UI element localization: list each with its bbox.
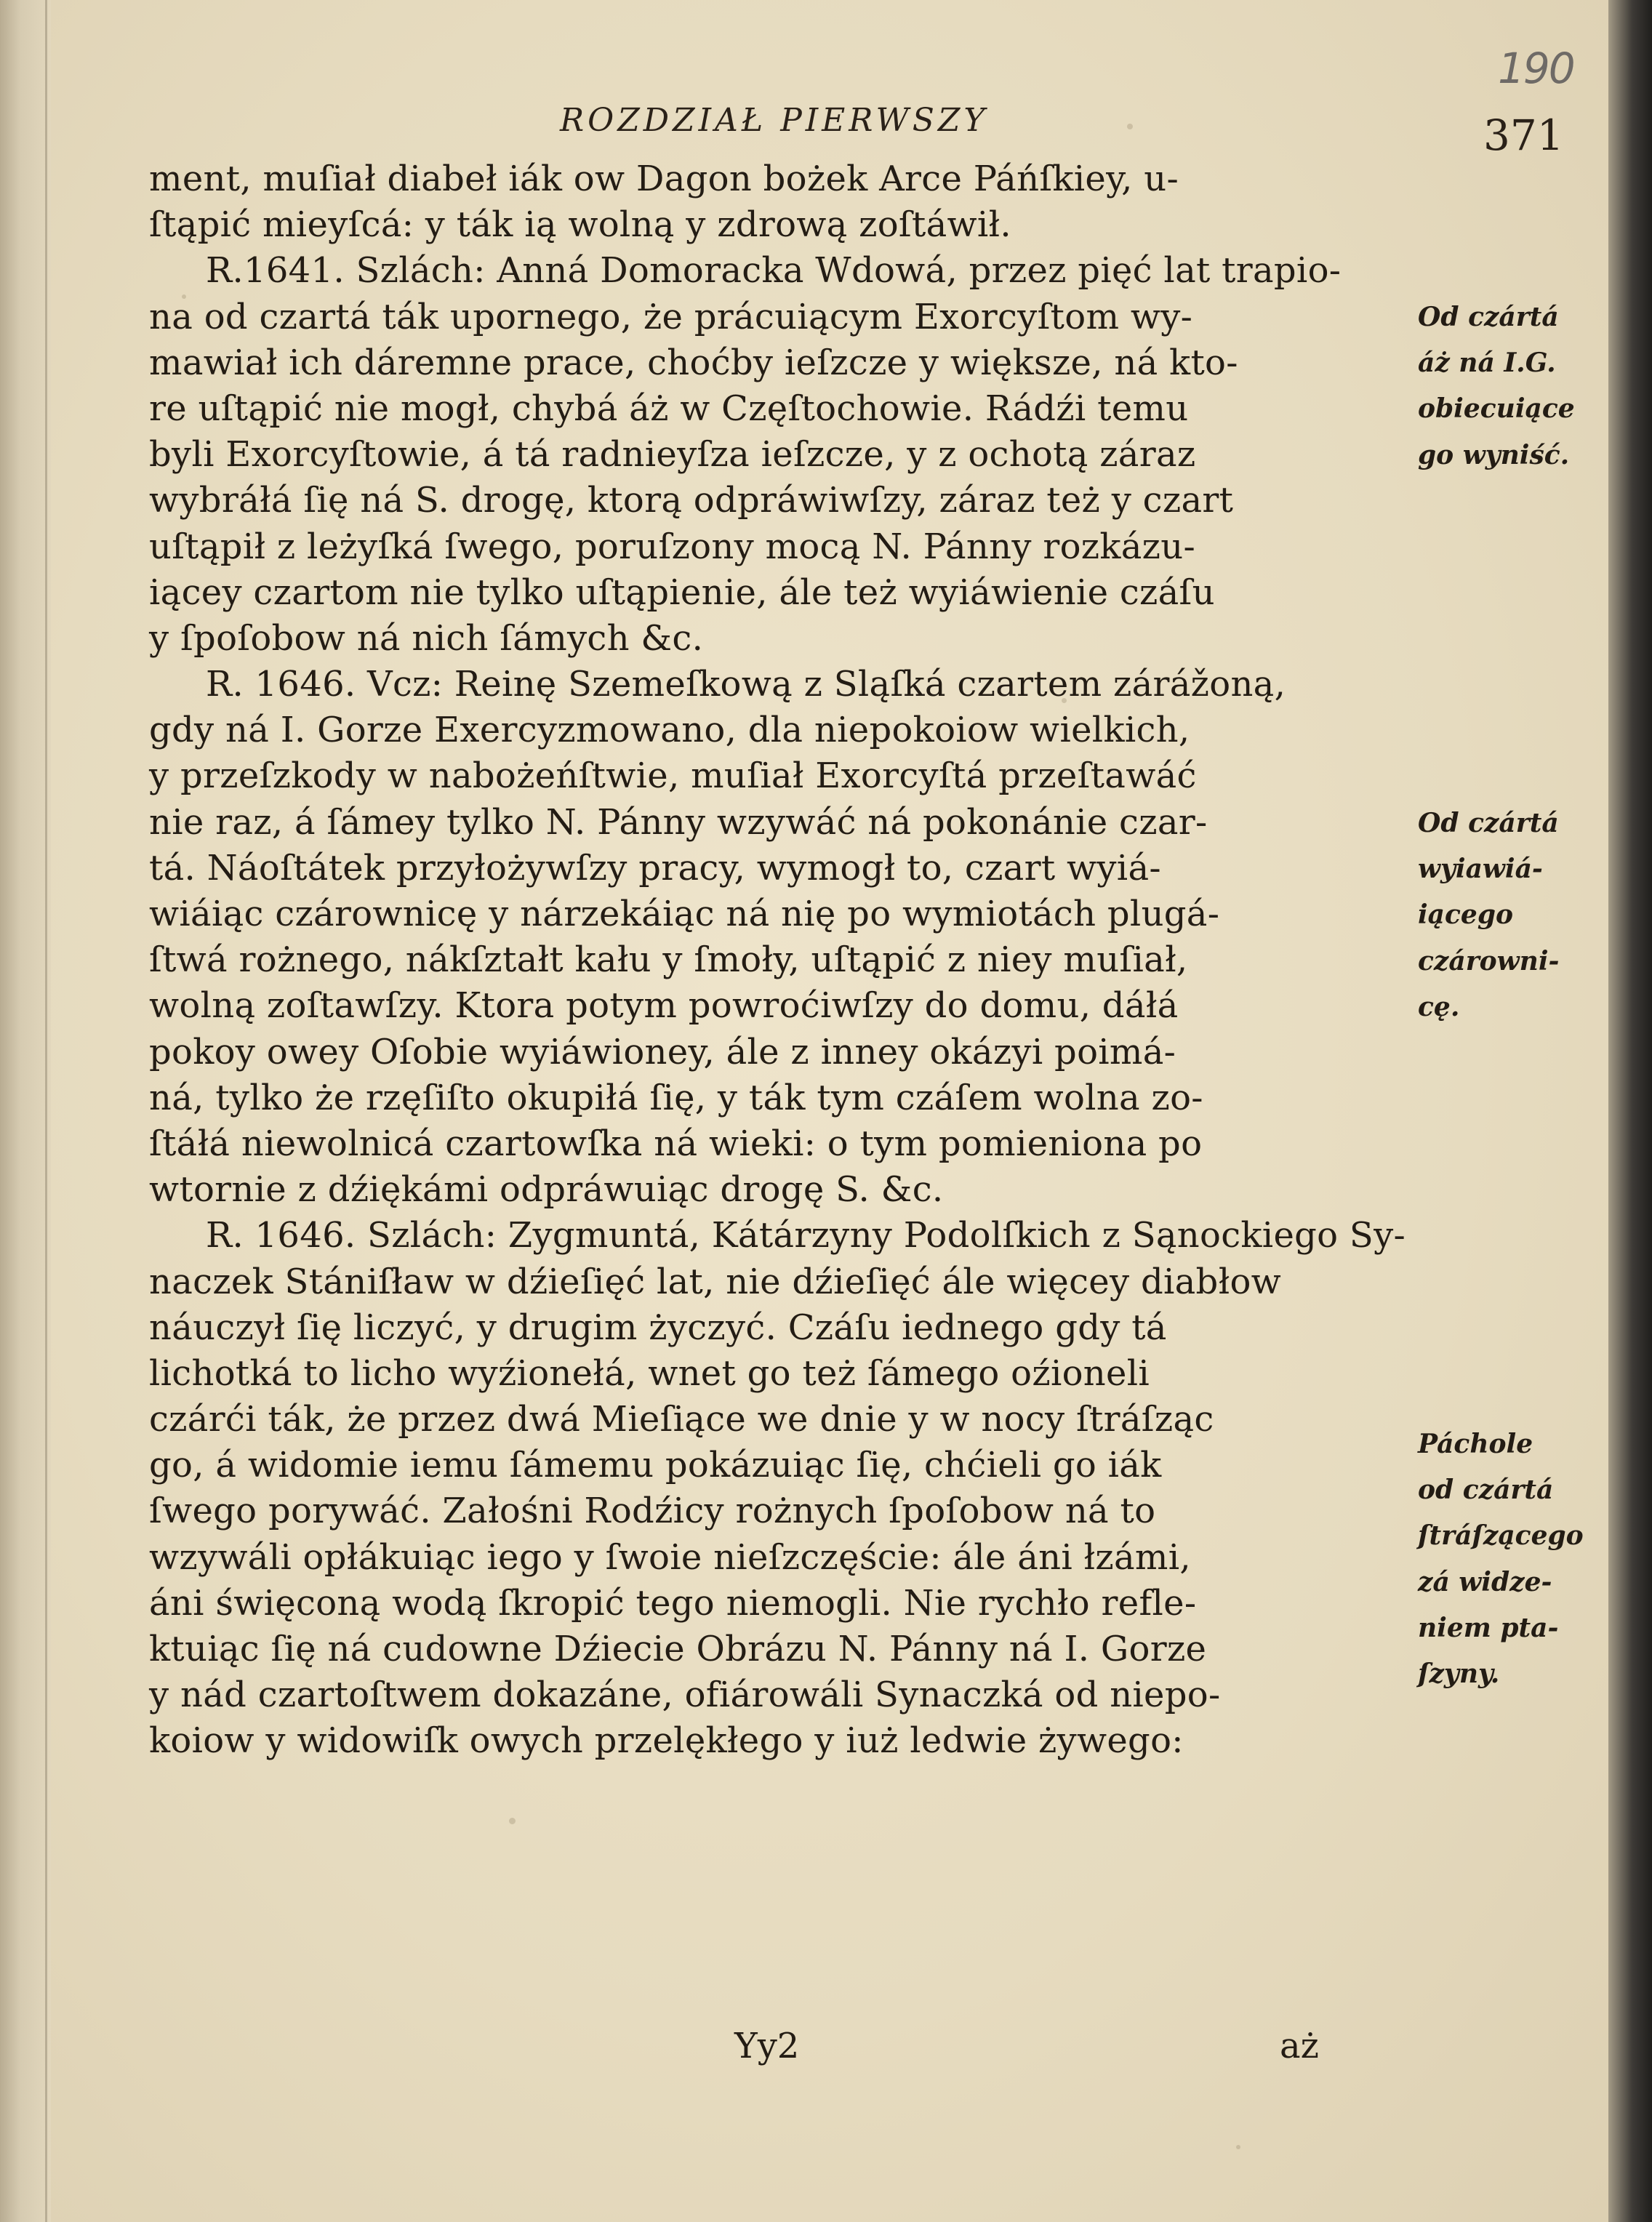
text-line: na od czartá ták upornego, że prácuiącym Exorcyſtom wy- [149,296,1193,337]
paper-speck [509,1818,516,1824]
text-line: tá. Náoſtátek przyłożywſzy pracy, wymogł to, czart wyiá- [149,847,1161,889]
text-line: ment, muſiał diabeł iák ow Dagon bożek Arce Páńſkiey, u- [149,159,1179,199]
text-line: y nád czartoſtwem dokazáne, ofiárowáli Synaczká od niepo- [149,1674,1221,1716]
marginal-note-line: Od czártá [1418,302,1559,332]
text-line: ſtáłá niewolnicá czartowſka ná wieki: o tym pomieniona po [149,1123,1203,1164]
marginal-note-line: iącego [1418,899,1514,931]
text-line: czárći ták, że przez dwá Mieſiące we dnie y w nocy ſtráſząc [149,1399,1214,1440]
marginal-note-line: Páchole [1418,1429,1533,1459]
catchword: aż [1280,2026,1319,2066]
paper-speck [1127,124,1133,129]
marginal-note-line: áż ná I.G. [1418,348,1556,379]
text-line: y przeſzkody w nabożeńſtwie, muſiał Exorcyſtá przeſtawáć [149,755,1197,797]
text-line: lichotká to licho wyźionełá, wnet go też ſámego oźioneli [149,1352,1150,1394]
paper-speck [1236,2145,1240,2149]
marginal-note-line: go wyniść. [1418,439,1570,470]
text-line: byli Exorcyſtowie, á tá radnieyſza ieſzcze, y z ochotą záraz [149,434,1196,476]
text-line: mawiał ich dáremne prace, choćby ieſzcze y większe, ná kto- [149,342,1238,383]
text-line: nie raz, á ſámey tylko N. Pánny wzywáć ná pokonánie czar- [149,801,1208,843]
text-line: pokoy owey Oſobie wyiáwioney, ále z inney okázyi poimá- [149,1031,1176,1072]
marginal-note [1418,294,1581,478]
marginal-note [1418,1421,1584,1697]
marginal-note [1418,801,1581,1030]
text-line: ſtąpić mieyſcá: y ták ią wolną y zdrową zoſtáwił. [149,204,1011,246]
text-line: koiow y widowiſk owych przelękłego y iuż ledwie żywego: [149,1720,1184,1762]
pencil-folio-number: 190 [1498,44,1574,93]
text-line: ſwego porywáć. Załośni Rodźicy rożnych ſpoſobow ná to [149,1491,1156,1532]
running-head: ROZDZIAŁ PIERWSZY [560,102,989,139]
paper-speck [182,294,186,299]
page-number: 371 [1483,111,1564,160]
page-right-edge-shadow [1608,0,1652,2222]
marginal-note-line: ſzyny. [1418,1658,1500,1689]
marginal-note-line: od czártá [1418,1475,1554,1506]
text-line: gdy ná I. Gorze Exercyzmowano, dla niepokoiow wielkich, [149,710,1190,751]
marginal-note-line: cę. [1418,991,1460,1022]
paper-speck [1062,698,1067,703]
text-line: R. 1646. Szlách: Zygmuntá, Kátárzyny Podolſkich z Sąnockiego Sy- [206,1215,1406,1256]
marginal-note-line: wyiawiá- [1418,854,1543,885]
body-text [149,156,1406,1765]
text-line: naczek Stániſław w dźieſięć lat, nie dźieſięć ále więcey diabłow [149,1261,1282,1302]
binding-gutter-line [45,0,47,2222]
text-line: uſtąpił z leżyſká ſwego, poruſzony mocą N. Pánny rozkázu- [149,526,1195,567]
book-binding-edge [0,0,51,2222]
text-line: iącey czartom nie tylko uſtąpienie, ále też wyiáwienie czáſu [149,571,1215,613]
marginal-note-line: niem pta- [1418,1612,1559,1643]
text-line: wzywáli opłákuiąc iego y ſwoie nieſzczęście: ále áni łzámi, [149,1536,1191,1578]
marginal-note-line: czárowni- [1418,945,1560,976]
text-line: re uſtąpić nie mogł, chybá áż w Częſtochowie. Rádźi temu [149,388,1189,429]
text-line: wtornie z dźiękámi odpráwuiąc drogę S. &c. [149,1169,944,1211]
text-line: go, á widomie iemu ſámemu pokázuiąc ſię, chćieli go iák [149,1445,1162,1486]
marginal-note-line: zá widze- [1418,1566,1552,1597]
text-line: R. 1646. Vcz: Reinę Szemeſkową z Sląſká czartem zárážoną, [206,664,1286,705]
signature-mark: Yy2 [734,2026,800,2066]
text-line: y ſpoſobow ná nich ſámych &c. [149,617,704,659]
text-line: áni święconą wodą ſkropić tego niemogli. Nie rychło refle- [149,1582,1197,1624]
marginal-note-line: ſtráſzącego [1418,1520,1584,1552]
text-line: ſtwá rożnego, nákſztałt kału y ſmoły, uſtąpić z niey muſiał, [149,939,1188,981]
text-line: wolną zoſtawſzy. Ktora potym powroćiwſzy do domu, dáłá [149,985,1179,1027]
text-line: ktuiąc ſię ná cudowne Dźiecie Obrázu N. Pánny ná I. Gorze [149,1629,1207,1669]
text-line: R.1641. Szlách: Anná Domoracka Wdowá, przez pięć lat trapio- [206,250,1342,292]
text-line: wybráłá ſię ná S. drogę, ktorą odpráwiwſzy, záraz też y czart [149,480,1234,521]
text-line: wiáiąc czárownicę y nárzekáiąc ná nię po wymiotách plugá- [149,894,1220,934]
marginal-note-line: obiecuiące [1418,393,1575,425]
text-line: náuczył ſię liczyć, y drugim życzyć. Czáſu iednego gdy tá [149,1307,1167,1348]
marginal-note-line: Od czártá [1418,808,1559,838]
text-line: ná, tylko że rzęſiſto okupiłá ſię, y ták tym czáſem wolna zo- [149,1077,1203,1118]
